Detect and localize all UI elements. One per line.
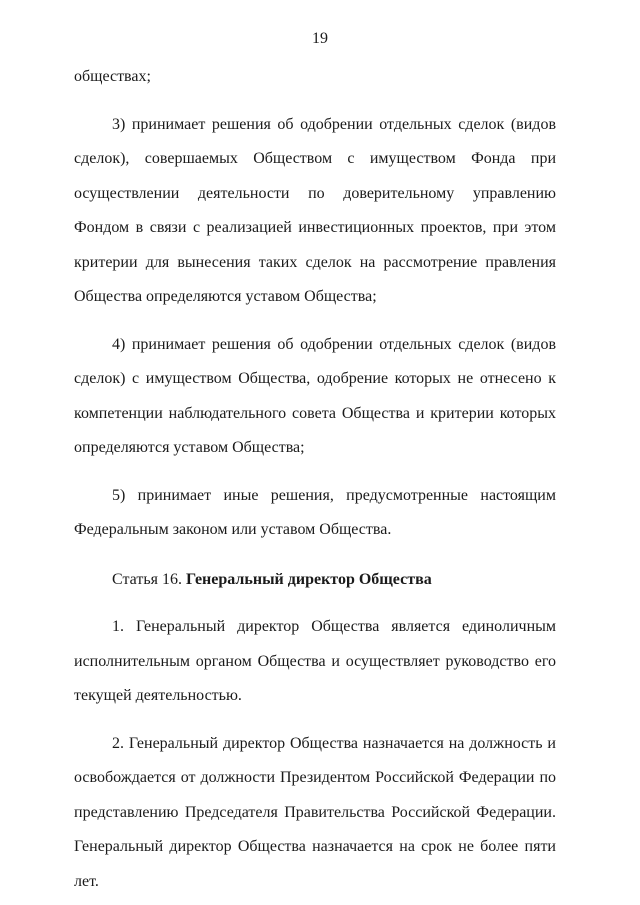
article-title: Генеральный директор Общества [185, 570, 432, 588]
paragraph-item-5: 5) принимает иные решения, предусмотренные настоящим Федеральным законом или уставом Общества. [74, 486, 556, 538]
article-label: Статья 16. [112, 570, 182, 588]
article-paragraph-2: 2. Генеральный директор Общества назначается на должность и освобождается от должности Президентом Российской Федерации по представлению Председателя Правительства Российской Федерации. Генеральный директор Общества назначается на срок не более пяти лет. [74, 734, 556, 890]
article-heading [74, 563, 556, 598]
paragraph-item-3: 3) принимает решения об одобрении отдельных сделок (видов сделок), совершаемых Обществом с имуществом Фонда при осуществлении деятельности по доверительному управлению Фондом в связи с реализацией инвестиционных проектов, при этом критерии для вынесения таких сделок на рассмотрение правления Общества определяются уставом Общества; [74, 115, 556, 305]
paragraph-continuation: обществах; [74, 68, 151, 85]
article-paragraph-1: 1. Генеральный директор Общества является единоличным исполнительным органом Общества и осуществляет руководство его текущей деятельностью. [74, 618, 556, 704]
document-body [74, 60, 556, 899]
paragraph-item-4: 4) принимает решения об одобрении отдельных сделок (видов сделок) с имуществом Общества, одобрение которых не отнесено к компетенции наблюдательного совета Общества и критерии которых определяются уставом Общества; [74, 335, 556, 456]
page-number: 19 [312, 30, 328, 47]
